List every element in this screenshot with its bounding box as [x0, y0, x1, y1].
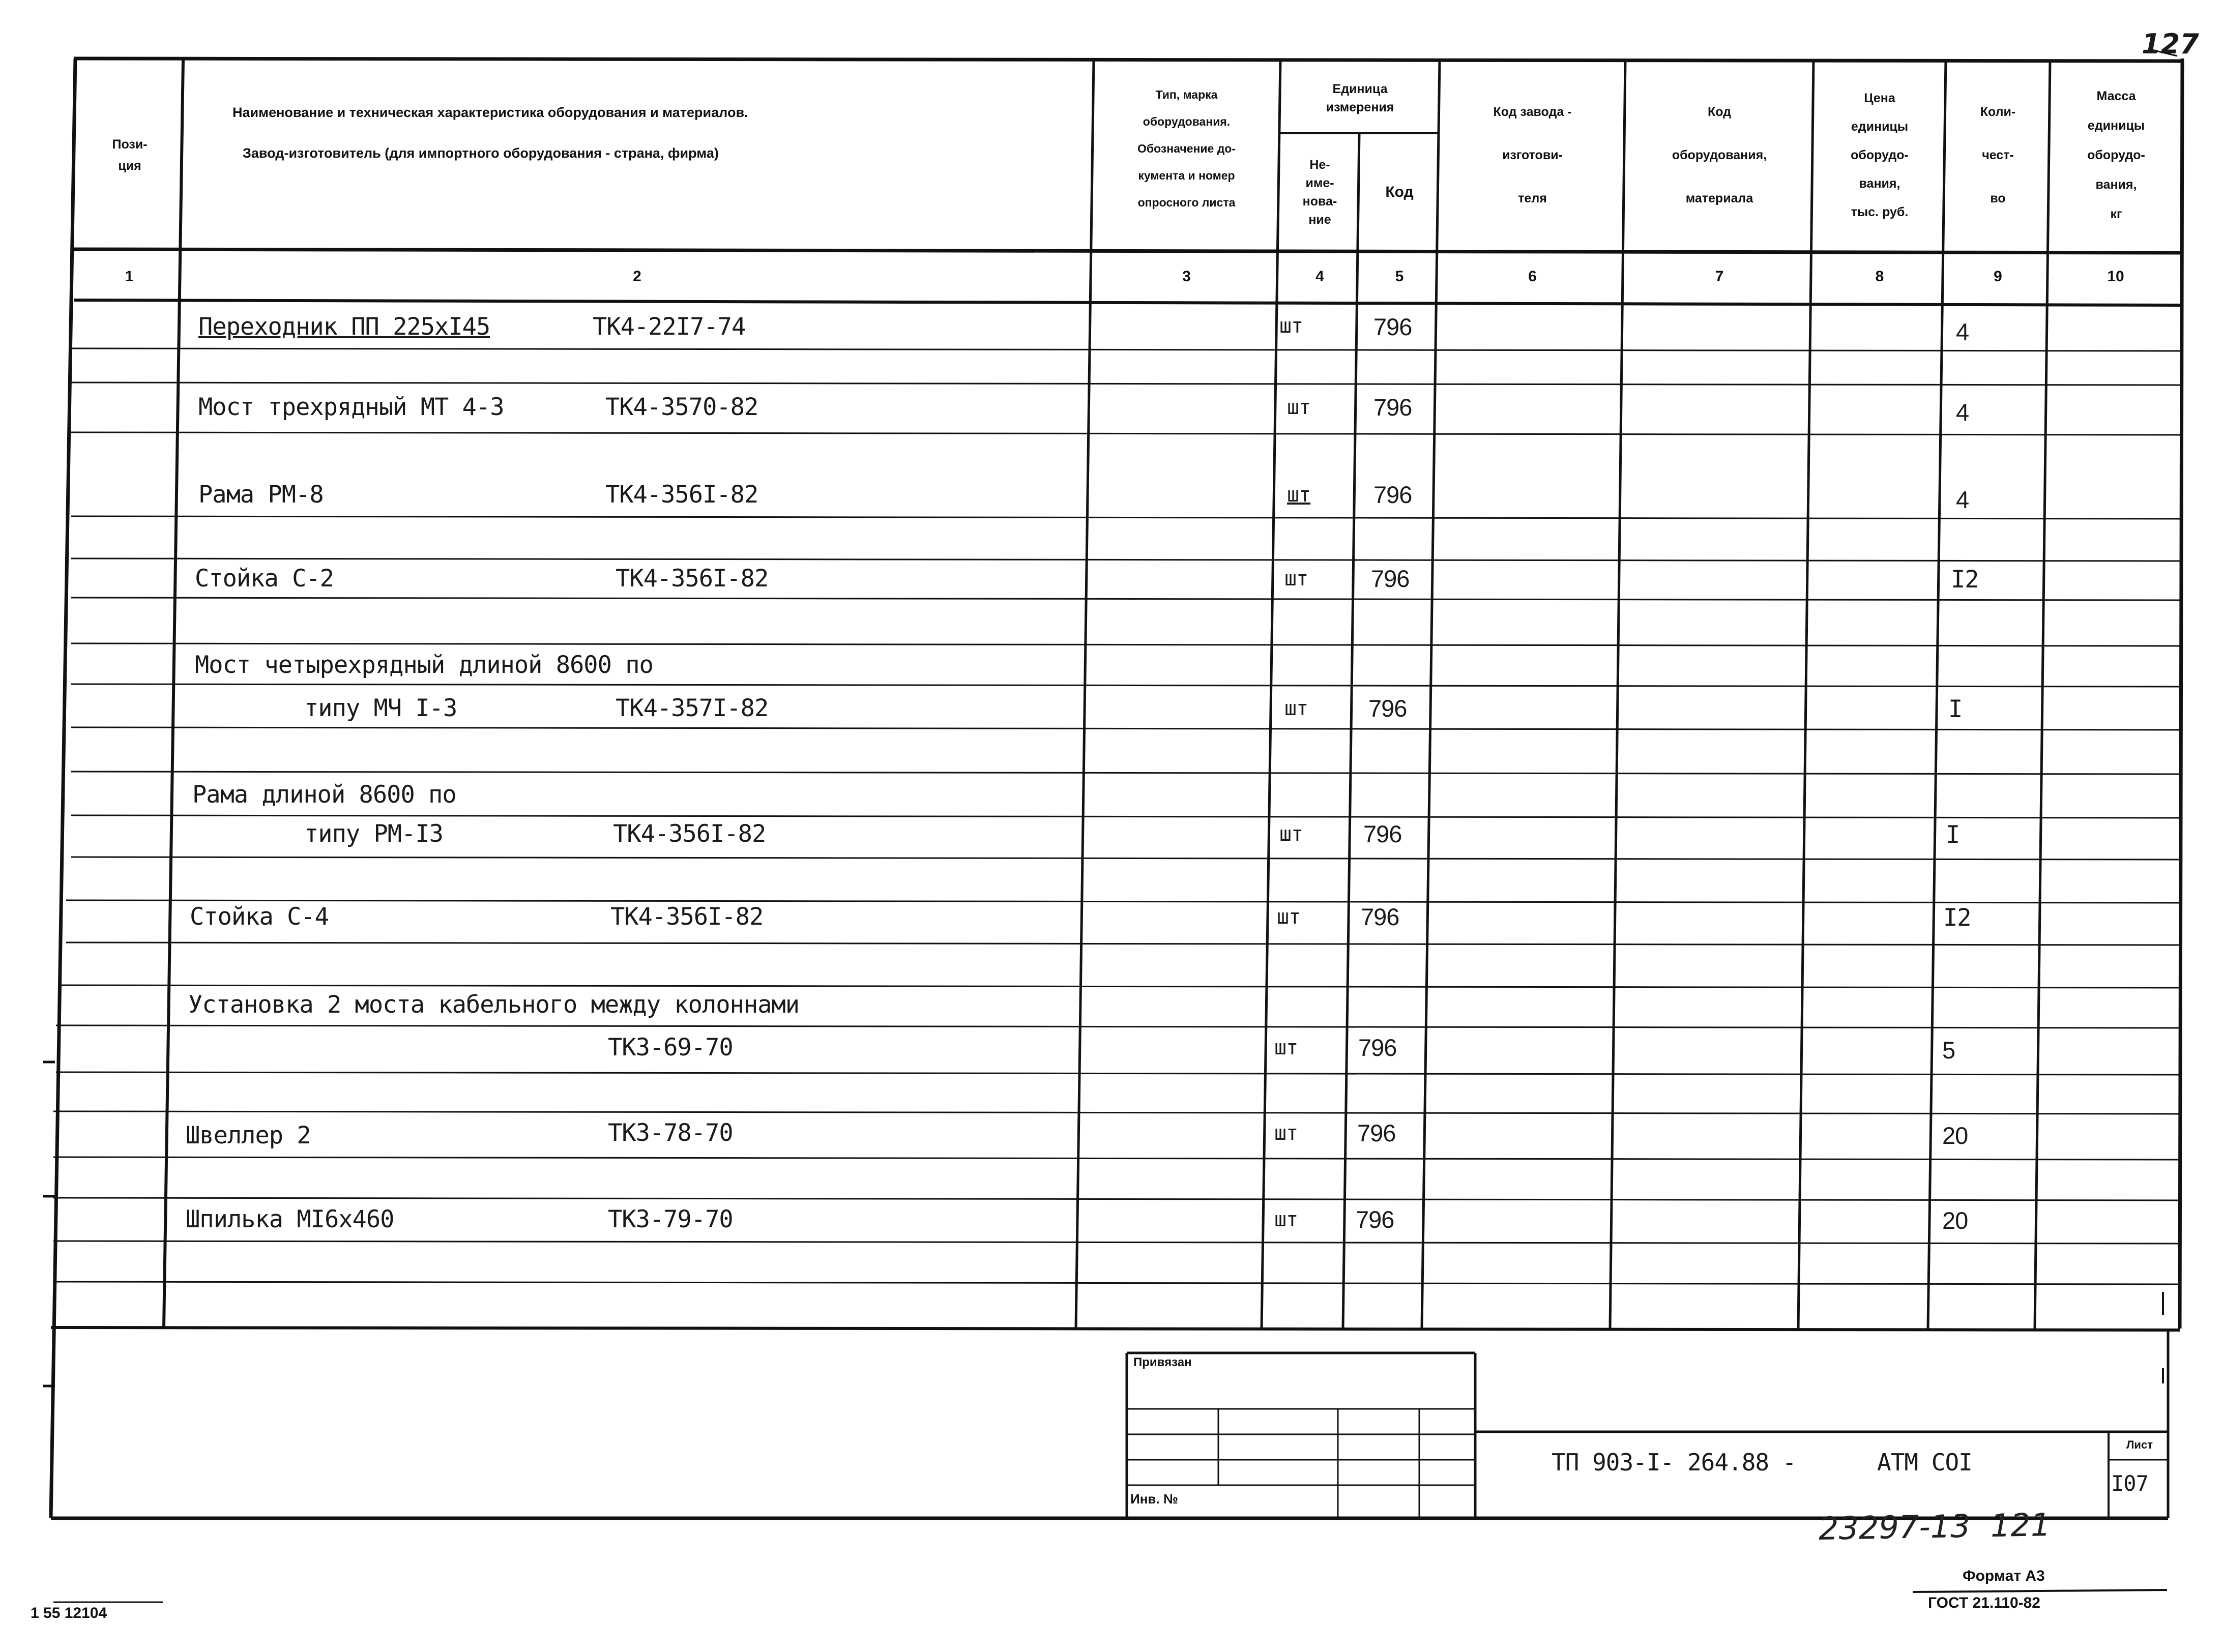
row-code: 796: [1363, 820, 1402, 847]
header-type-line: оборудования.: [1143, 115, 1231, 128]
header-price: [1813, 61, 1946, 249]
header-equipment-code-line: оборудования,: [1672, 148, 1767, 162]
header-mass-line: Масса: [2096, 89, 2136, 103]
header-position: [76, 61, 183, 249]
row-code: 796: [1373, 313, 1412, 340]
header-mass-line: единицы: [2087, 119, 2145, 133]
header-mass-line: вания,: [2095, 178, 2137, 192]
row-name: Мост трехрядный МТ 4-3: [198, 393, 504, 421]
row-qty: 5: [1942, 1037, 1955, 1064]
header-unit-name-line: Не-: [1309, 157, 1330, 172]
row-name: Рама длиной 8600 по: [192, 781, 456, 809]
doc-number: 1 55 12104: [31, 1605, 107, 1621]
header-price-line: тыс. руб.: [1851, 205, 1909, 219]
column-number: 6: [1528, 268, 1537, 285]
column-number: 3: [1182, 268, 1191, 285]
row-unit: шт: [1287, 483, 1311, 507]
row-code: 796: [1357, 1119, 1396, 1146]
header-position-line: Пози-: [112, 137, 148, 152]
row-unit: шт: [1284, 567, 1308, 591]
header-type: [1094, 81, 1279, 216]
column-number: 9: [1994, 268, 2002, 285]
row-unit: шт: [1274, 1208, 1298, 1231]
row-qty: I2: [1951, 566, 1979, 594]
row-qty: I: [1946, 821, 1960, 849]
row-qty: 20: [1942, 1122, 1968, 1149]
header-factory-code-line: Код завода -: [1493, 104, 1572, 119]
stamp-sheet-label: Лист: [2126, 1438, 2153, 1451]
header-price-line: Цена: [1864, 91, 1895, 105]
row-qty: 20: [1942, 1207, 1968, 1234]
row-code: 796: [1371, 565, 1410, 592]
header-quantity-line: чест-: [1982, 148, 2014, 162]
row-qty: I: [1948, 695, 1963, 723]
row-unit: шт: [1274, 1036, 1298, 1059]
column-number: 8: [1875, 268, 1884, 285]
column-number: 10: [2107, 268, 2124, 285]
row-doc: ТК4-356I-82: [613, 820, 766, 848]
row-name: типу МЧ I-3: [304, 694, 457, 722]
row-code: 796: [1356, 1206, 1394, 1233]
header-equipment-code-line: Код: [1707, 104, 1732, 119]
stamp-privyazan-label: Привязан: [1133, 1355, 1192, 1369]
header-mass-line: кг: [2110, 207, 2122, 221]
row-doc: ТК4-356I-82: [616, 565, 769, 593]
stamp-sheet-number: I07: [2111, 1471, 2148, 1496]
row-doc: ТК3-78-70: [608, 1119, 733, 1147]
row-doc: ТК4-22I7-74: [593, 313, 746, 341]
column-number: 7: [1715, 268, 1724, 285]
header-quantity: [1946, 61, 2050, 249]
row-code: 796: [1373, 394, 1412, 421]
handwritten-number: 23297-13 121: [1818, 1506, 2051, 1547]
header-equipment-code-line: материала: [1685, 191, 1753, 205]
row-doc: ТК3-69-70: [608, 1034, 733, 1061]
header-unit-name-line: ние: [1308, 212, 1331, 227]
page-corner-number: 127: [2142, 28, 2199, 60]
row-unit: шт: [1274, 1122, 1298, 1145]
row-name: типу РМ-I3: [304, 820, 443, 848]
row-name: Швеллер 2: [186, 1122, 311, 1149]
row-qty: 4: [1956, 486, 1969, 513]
header-type-line: Обозначение до-: [1137, 142, 1236, 155]
header-unit-code: Код: [1385, 183, 1414, 200]
column-number: 2: [633, 268, 641, 285]
row-doc: ТК4-356I-82: [610, 903, 764, 931]
header-unit-line: Единица: [1332, 81, 1388, 96]
row-name: Переходник ПП 225хI45: [198, 313, 490, 341]
row-name: Установка 2 моста кабельного между колоннами: [188, 991, 800, 1019]
header-unit-line: измерения: [1326, 100, 1394, 114]
header-unit-name-line: име-: [1305, 175, 1334, 190]
column-number: 4: [1315, 268, 1324, 285]
row-qty: 4: [1956, 399, 1969, 426]
header-name-line: Наименование и техническая характеристика оборудования и материалов.: [232, 105, 748, 120]
header-price-line: оборудо-: [1851, 148, 1909, 162]
header-type-line: Тип, марка: [1155, 88, 1218, 101]
column-number: 5: [1395, 268, 1404, 285]
row-code: 796: [1373, 481, 1412, 508]
row-qty: I2: [1943, 904, 1971, 932]
row-unit: шт: [1284, 697, 1308, 720]
header-mass-line: оборудо-: [2087, 148, 2145, 162]
gost-label: ГОСТ 21.110-82: [1928, 1595, 2040, 1611]
row-unit: шт: [1279, 314, 1303, 338]
header-price-line: вания,: [1859, 176, 1900, 191]
row-name: Стойка С-2: [195, 565, 334, 593]
row-code: 796: [1361, 903, 1399, 930]
row-doc: ТК4-357I-82: [616, 694, 769, 722]
header-unit-name-line: нова-: [1302, 194, 1337, 209]
row-unit: шт: [1287, 396, 1311, 419]
header-name-line: Завод-изготовитель (для импортного оборудования - страна, фирма): [243, 145, 719, 161]
header-mass: [2050, 61, 2182, 249]
header-factory-code: [1440, 61, 1625, 249]
header-factory-code-line: теля: [1518, 191, 1547, 205]
row-unit: шт: [1277, 905, 1301, 929]
format-label: Формат А3: [1963, 1568, 2045, 1584]
row-unit: шт: [1279, 822, 1303, 846]
stamp-code: АТМ СОI: [1877, 1449, 1972, 1476]
header-factory-code-line: изготови-: [1502, 148, 1563, 162]
stamp-inv-label: Инв. №: [1130, 1491, 1178, 1507]
row-name: Рама РМ-8: [198, 481, 324, 509]
header-type-line: кумента и номер: [1138, 169, 1235, 182]
header-price-line: единицы: [1851, 120, 1909, 134]
header-position-line: ция: [118, 159, 141, 173]
row-doc: ТК4-356I-82: [605, 481, 758, 509]
header-quantity-line: Коли-: [1980, 104, 2016, 119]
header-equipment-code: [1625, 61, 1813, 249]
row-doc: ТК4-3570-82: [605, 393, 758, 421]
row-name: Стойка С-4: [190, 903, 329, 931]
row-code: 796: [1358, 1034, 1397, 1061]
header-unit-group: [1280, 64, 1440, 132]
row-qty: 4: [1956, 318, 1969, 345]
stamp-designation: ТП 903-I- 264.88 -: [1552, 1449, 1796, 1476]
header-type-line: опросного листа: [1137, 196, 1236, 209]
header-name: [184, 102, 1092, 164]
column-number: 1: [125, 268, 134, 285]
row-name: Шпилька МI6х460: [186, 1205, 394, 1233]
row-code: 796: [1368, 695, 1407, 722]
header-quantity-line: во: [1990, 191, 2006, 205]
row-doc: ТК3-79-70: [608, 1205, 733, 1233]
header-unit-name: [1280, 135, 1359, 249]
row-name: Мост четырехрядный длиной 8600 по: [195, 651, 653, 679]
